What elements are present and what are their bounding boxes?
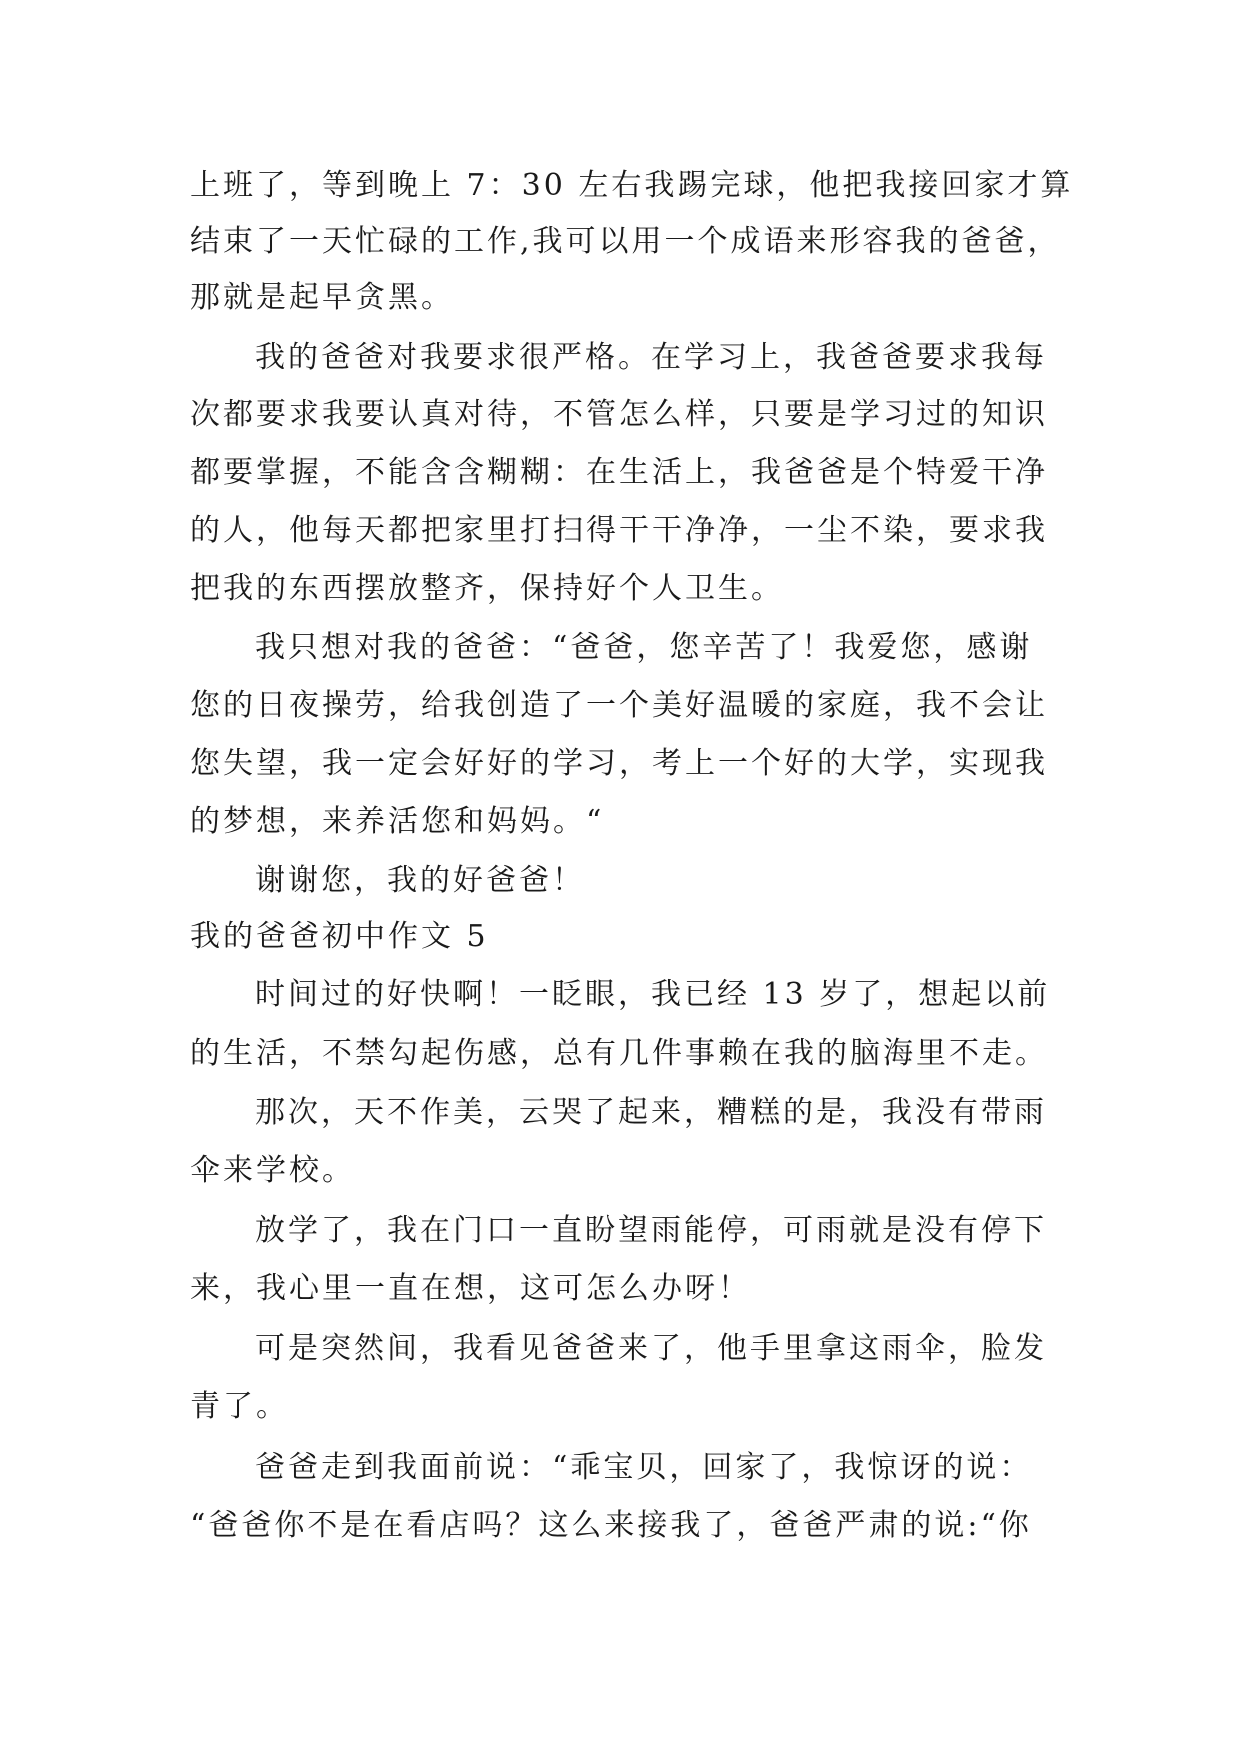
text-line: 的人，他每天都把家里打扫得干干净净，一尘不染，要求我 bbox=[190, 513, 1048, 548]
text-line: 青了。 bbox=[190, 1389, 289, 1424]
paragraph-start: 我只想对我的爸爸：“爸爸，您辛苦了！我爱您，感谢 bbox=[255, 630, 1033, 665]
paragraph-start: 谢谢您，我的好爸爸！ bbox=[255, 863, 585, 898]
text-line: 您的日夜操劳，给我创造了一个美好温暖的家庭，我不会让 bbox=[190, 688, 1048, 723]
paragraph-start: 放学了，我在门口一直盼望雨能停，可雨就是没有停下 bbox=[255, 1213, 1047, 1248]
text-line: “爸爸你不是在看店吗？这么来接我了，爸爸严肃的说:“你 bbox=[190, 1508, 1032, 1543]
text-line: 伞来学校。 bbox=[190, 1153, 355, 1188]
text-line: 您失望，我一定会好好的学习，考上一个好的大学，实现我 bbox=[190, 746, 1048, 781]
text-line: 次都要求我要认真对待，不管怎么样，只要是学习过的知识 bbox=[190, 397, 1048, 432]
paragraph-start: 时间过的好快啊！一眨眼，我已经 13 岁了，想起以前 bbox=[255, 977, 1051, 1012]
text-line: 上班了，等到晚上 7：30 左右我踢完球，他把我接回家才算 bbox=[190, 168, 1074, 203]
paragraph-start: 我的爸爸对我要求很严格。在学习上，我爸爸要求我每 bbox=[255, 340, 1047, 375]
text-line: 的梦想，来养活您和妈妈。“ bbox=[190, 804, 605, 839]
text-line: 的生活，不禁勾起伤感，总有几件事赖在我的脑海里不走。 bbox=[190, 1036, 1048, 1071]
paragraph-start: 那次，天不作美，云哭了起来，糟糕的是，我没有带雨 bbox=[255, 1095, 1047, 1130]
paragraph-start: 可是突然间，我看见爸爸来了，他手里拿这雨伞，脸发 bbox=[255, 1331, 1047, 1366]
text-line: 结束了一天忙碌的工作,我可以用一个成语来形容我的爸爸， bbox=[190, 224, 1061, 259]
text-line: 那就是起早贪黑。 bbox=[190, 280, 454, 315]
text-line: 都要掌握，不能含含糊糊：在生活上，我爸爸是个特爱干净 bbox=[190, 455, 1048, 490]
section-heading: 我的爸爸初中作文 5 bbox=[190, 919, 489, 954]
text-line: 把我的东西摆放整齐，保持好个人卫生。 bbox=[190, 571, 784, 606]
text-line: 来，我心里一直在想，这可怎么办呀！ bbox=[190, 1271, 751, 1306]
paragraph-start: 爸爸走到我面前说：“乖宝贝，回家了，我惊讶的说： bbox=[255, 1450, 1033, 1485]
